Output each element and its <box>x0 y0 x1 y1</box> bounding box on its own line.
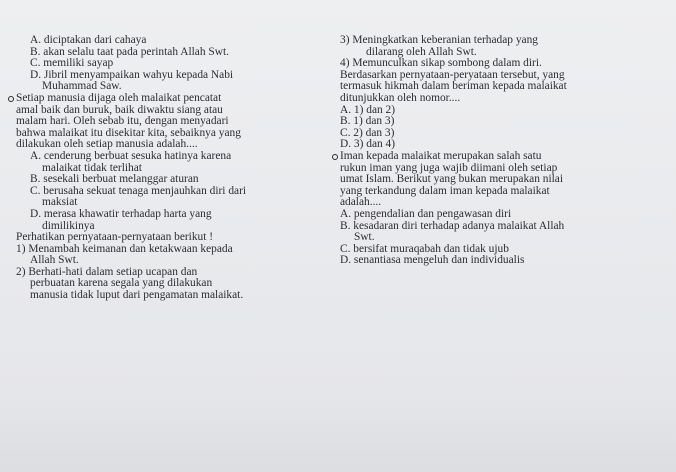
option-c-cont: maksiat <box>42 196 78 209</box>
question-except <box>340 151 660 209</box>
question-line: malam hari. Oleh sebab itu, dengan menyadari <box>16 115 229 128</box>
statement-2-cont: manusia tidak luput dari pengamatan malaikat. <box>30 289 244 302</box>
option-d-cont: dimilikinya <box>42 219 95 232</box>
question-stem: ditunjukkan oleh nomor.... <box>340 91 461 104</box>
question-line: amal baik dan buruk, baik diwaktu siang atau <box>16 103 223 116</box>
question-line: Setiap manusia dijaga oleh malaikat pencatat <box>16 91 222 104</box>
statement-1: 1) Menambah keimanan dan ketakwaan kepada <box>16 242 233 255</box>
question-angels-watch <box>16 93 324 151</box>
statements-intro: Perhatikan pernyataan-pernyataan berikut ! <box>16 231 214 244</box>
statement-1-cont: Allah Swt. <box>30 254 79 267</box>
option-b-cont: Swt. <box>354 231 375 244</box>
question-line: adalah.... <box>340 196 382 209</box>
option-a: A. cenderung berbuat sesuka hatinya karena <box>30 149 232 162</box>
option-d: D. 3) dan 4) <box>340 138 396 151</box>
prev-option-d: D. Jibril menyampaikan wahyu kepada Nabi <box>30 68 234 81</box>
statement-3-cont: dilarang oleh Allah Swt. <box>366 45 477 58</box>
question-bullet-icon <box>332 154 338 160</box>
question-line: dilakukan oleh setiap manusia adalah.... <box>16 138 198 151</box>
statement-2-cont: perbuatan karena segala yang dilakukan <box>30 277 213 290</box>
option-c: C. 2) dan 3) <box>340 126 395 139</box>
question-line: bahwa malaikat itu disekitar kita, sebaiknya yang <box>16 126 241 139</box>
question-line: Iman kepada malaikat merupakan salah satu <box>340 149 542 162</box>
question-stem: termasuk hikmah dalam beriman kepada malaikat <box>340 80 567 93</box>
option-a: A. pengendalian dan pengawasan diri <box>340 207 512 220</box>
statement-4: 4) Memunculkan sikap sombong dalam diri. <box>340 57 542 70</box>
prev-option-b: B. akan selalu taat pada perintah Allah Swt. <box>30 45 229 58</box>
option-d: D. merasa khawatir terhadap harta yang <box>30 207 212 220</box>
statement-3: 3) Meningkatkan keberanian terhadap yang <box>340 34 538 46</box>
statement-2: 2) Berhati-hati dalam setiap ucapan dan <box>16 265 198 278</box>
option-a-cont: malaikat tidak terlihat <box>42 161 142 174</box>
question-bullet-icon <box>8 96 14 102</box>
option-b: B. kesadaran diri terhadap adanya malaikat Allah <box>340 219 565 232</box>
option-c: C. bersifat muraqabah dan tidak ujub <box>340 242 509 255</box>
paper-shadow <box>0 392 676 472</box>
option-b: B. 1) dan 3) <box>340 115 395 128</box>
right-column <box>340 35 660 267</box>
question-line: rukun iman yang juga wajib diimani oleh setiap <box>340 161 558 174</box>
question-stem: Berdasarkan pernyataan-peryataan tersebut, yang <box>340 68 565 81</box>
question-line: umat Islam. Berikut yang bukan merupakan nilai <box>340 173 564 186</box>
prev-option-c: C. memiliki sayap <box>30 57 114 70</box>
prev-option-d-cont: Muhammad Saw. <box>42 80 122 93</box>
prev-option-a: A. diciptakan dari cahaya <box>30 34 147 46</box>
left-column <box>16 35 324 302</box>
option-c: C. berusaha sekuat tenaga menjauhkan diri dari <box>30 184 247 197</box>
question-line: yang terkandung dalam iman kepada malaikat <box>340 184 550 197</box>
option-a: A. 1) dan 2) <box>340 103 396 116</box>
option-d: D. senantiasa mengeluh dan individualis <box>340 254 525 267</box>
option-b: B. sesekali berbuat melanggar aturan <box>30 173 199 186</box>
